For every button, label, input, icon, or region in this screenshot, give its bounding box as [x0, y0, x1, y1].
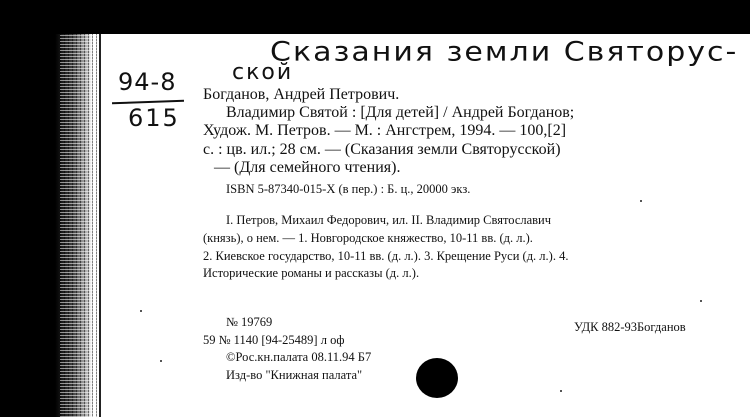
imprint-statement: Худож. М. Петров. — М. : Ангстрем, 1994. — 100,[2] [203, 122, 567, 139]
record-number: № 19769 [226, 315, 273, 329]
author-heading: Богданов, Андрей Петрович. [203, 86, 400, 103]
card-edge [99, 34, 101, 417]
scan-speck [700, 300, 702, 302]
handwritten-series-title-continuation: ской [232, 60, 294, 85]
isbn-line: ISBN 5-87340-015-X (в пер.) : Б. ц., 20000 экз. [226, 182, 471, 196]
tracings-line-3: 2. Киевское государство, 10-11 вв. (д. л.). 3. Крещение Руси (д. л.). 4. [203, 249, 569, 263]
tracings-line-4: Исторические романы и рассказы (д. л.). [203, 266, 420, 280]
scan-speck [560, 390, 562, 392]
series-statement: — (Для семейного чтения). [214, 159, 401, 176]
tracings-line-2: (князь), о нем. — 1. Новгородское княжество, 10-11 вв. (д. л.). [203, 231, 533, 245]
scan-edge-noise [60, 34, 100, 417]
publisher-line: Изд-во "Книжная палата" [226, 368, 363, 382]
order-line: 59 № 1140 [94-25489] л оф [203, 333, 345, 347]
scan-speck [140, 310, 142, 312]
handwritten-series-title: Сказания земли Святорус- [270, 36, 739, 68]
physical-description: с. : цв. ил.; 28 см. — (Сказания земли Святорусской) [203, 141, 561, 158]
copyright-line: ©Рос.кн.палата 08.11.94 Б7 [226, 350, 372, 364]
tracings-line-1: I. Петров, Михаил Федорович, ил. II. Владимир Святославич [226, 213, 552, 227]
scan-border-top [0, 0, 750, 34]
handwritten-call-number-top: 94-8 [118, 68, 177, 96]
title-statement: Владимир Святой : [Для детей] / Андрей Богданов; [226, 104, 575, 121]
scan-speck [160, 360, 162, 362]
scan-speck [640, 200, 642, 202]
ink-stamp-blot [416, 358, 458, 398]
udc-classification: УДК 882-93Богданов [574, 320, 686, 334]
handwritten-call-number-bottom: 615 [128, 104, 180, 132]
